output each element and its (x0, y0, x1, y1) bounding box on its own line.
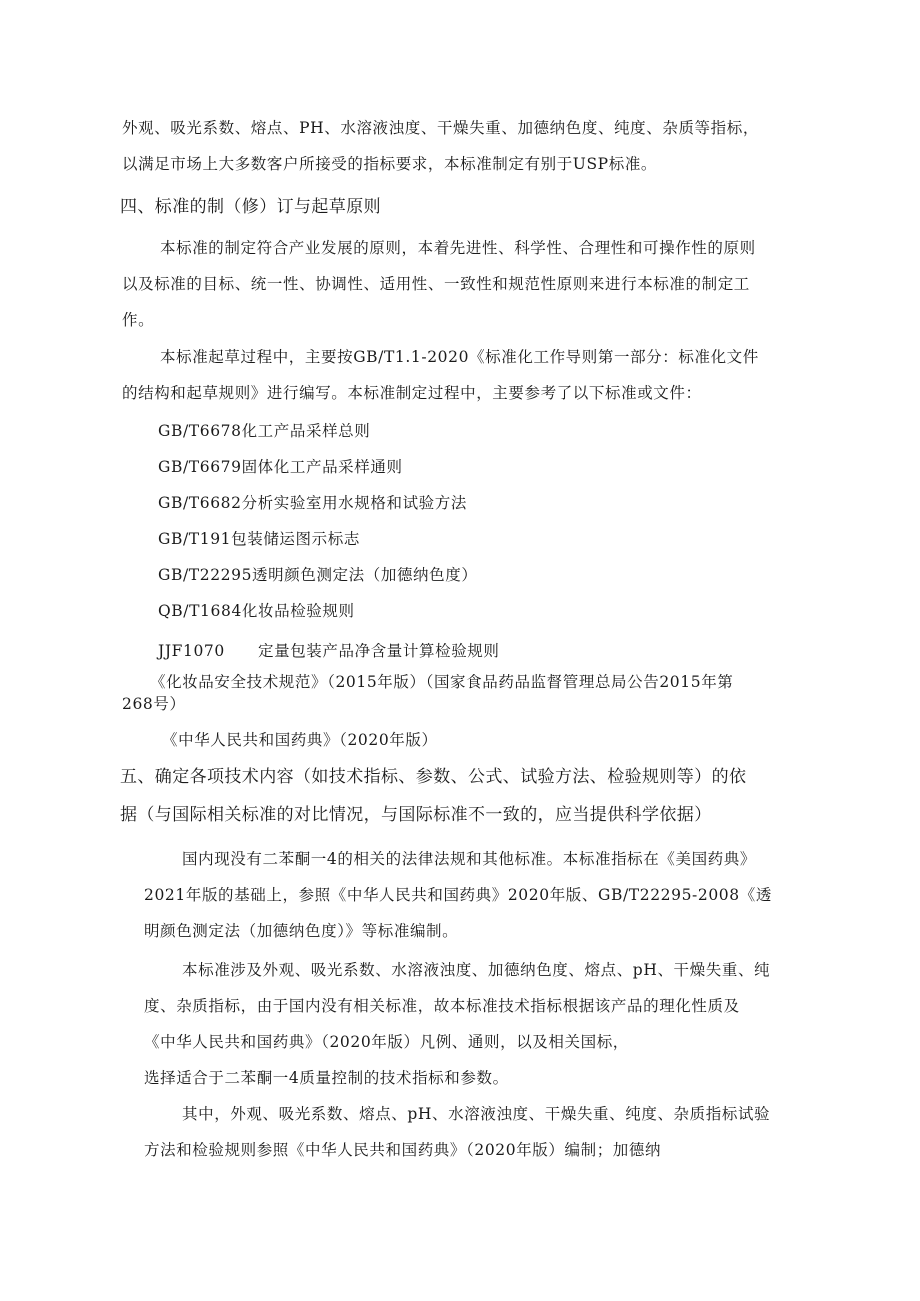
reference-item-6: QB/T1684化妆品检验规则 (158, 602, 355, 620)
process-line-2: 的结构和起草规则》进行编写。本标准制定过程中，主要参考了以下标准或文件： (122, 384, 702, 402)
section-5-heading-line-2: 据（与国际相关标准的对比情况，与国际标准不一致的，应当提供科学依据） (120, 805, 712, 825)
scope-line-3: 《中华人民共和国药典》（2020年版）凡例、通则，以及相关国标， (144, 1033, 629, 1051)
reference-item-7-code: JJF1070 (158, 642, 225, 660)
reference-item-2: GB/T6679固体化工产品采样通则 (158, 458, 403, 476)
section-4-heading: 四、标准的制（修）订与起草原则 (120, 197, 381, 217)
scope-line-4: 选择适合于二苯酮一4质量控制的技术指标和参数。 (144, 1069, 509, 1087)
basis-line-1: 国内现没有二苯酮一4的相关的法律法规和其他标准。本标准指标在《美国药典》 (182, 850, 756, 868)
reference-item-9: 《中华人民共和国药典》（2020年版） (162, 731, 438, 749)
reference-item-4: GB/T191包装储运图示标志 (158, 530, 360, 548)
reference-item-8-line-1: 《化妆品安全技术规范》（2015年版）（国家食品药品监督管理总局公告2015年第 (150, 673, 734, 691)
principle-line-1: 本标准的制定符合产业发展的原则，本着先进性、科学性、合理性和可操作性的原则 (160, 239, 756, 257)
section-5-heading-line-1: 五、确定各项技术内容（如技术指标、参数、公式、试验方法、检验规则等）的依 (120, 767, 747, 787)
basis-line-3: 明颜色测定法（加德纳色度）》等标准编制。 (144, 922, 459, 940)
intro-line-1: 外观、吸光系数、熔点、PH、水溶液浊度、干燥失重、加德纳色度、纯度、杂质等指标， (122, 119, 759, 137)
intro-line-2: 以满足市场上大多数客户所接受的指标要求，本标准制定有别于USP标准。 (122, 155, 658, 173)
scope-line-1: 本标准涉及外观、吸光系数、水溶液浊度、加德纳色度、熔点、pH、干燥失重、纯 (182, 961, 771, 979)
methods-line-1: 其中，外观、吸光系数、熔点、pH、水溶液浊度、干燥失重、纯度、杂质指标试验 (182, 1105, 771, 1123)
reference-item-1: GB/T6678化工产品采样总则 (158, 422, 371, 440)
principle-line-2: 以及标准的目标、统一性、协调性、适用性、一致性和规范性原则来进行本标准的制定工 (122, 275, 750, 293)
methods-line-2: 方法和检验规则参照《中华人民共和国药典》（2020年版）编制；加德纳 (144, 1141, 662, 1159)
process-line-1: 本标准起草过程中，主要按GB/T1.1-2020《标准化工作导则第一部分：标准化文件 (160, 348, 759, 366)
scope-line-2: 度、杂质指标，由于国内没有相关标准，故本标准技术指标根据该产品的理化性质及 (144, 997, 740, 1015)
reference-item-8-line-2: 268号） (122, 695, 186, 713)
reference-item-7-title: 定量包装产品净含量计算检验规则 (258, 642, 500, 660)
basis-line-2: 2021年版的基础上，参照《中华人民共和国药典》2020年版、GB/T22295-2008《透 (144, 886, 772, 904)
reference-item-5: GB/T22295透明颜色测定法（加德纳色度） (158, 566, 478, 584)
reference-item-3: GB/T6682分析实验室用水规格和试验方法 (158, 494, 467, 512)
principle-line-3: 作。 (122, 311, 155, 329)
